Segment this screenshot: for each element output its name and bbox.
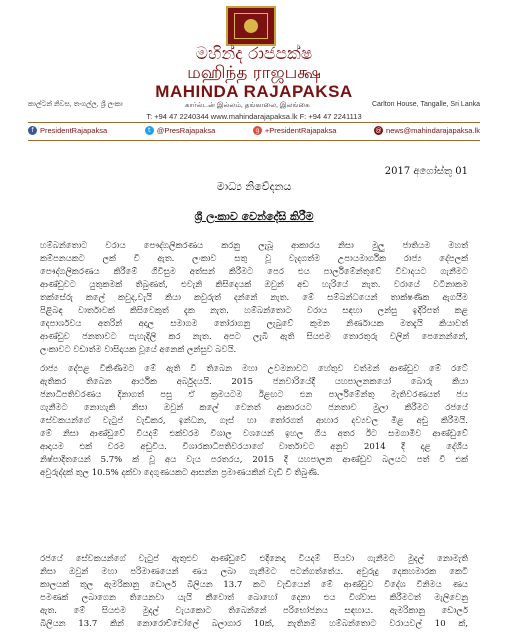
social-link-googleplus[interactable] <box>253 126 337 135</box>
paragraph-1 <box>40 240 468 357</box>
paragraph-line: සේවකයන්ගේ වැටුප් වැඩිකර, ඉන්ධන, ගෑස් හා තෝරගත් ආහාර දව්‍යවල මිළ අඩු කිරීමයි. <box>40 416 468 426</box>
social-label: +PresidentRajapaksa <box>264 126 337 135</box>
paragraph-line: පමණක් ලබාගෙන තියෙනවා යැයි කීවොත් බොහෝ දෙනා එය විශ්වාස කිරීමටත් මැලිවෙනු <box>40 593 468 603</box>
contact-line: T: +94 47 2240344 www.mahindarajapaksa.lk F: +94 47 2241113 <box>146 112 362 121</box>
paragraph-line: නිසා ඔවුන් මහා පරිමාණයෙන් ණය ලබා ගැනීමට පටන්ගත්තේය. අවුරුදු දෙකහමාරක කෙටි <box>40 567 468 577</box>
paragraph-line: ලංකාවට වඩාත්ම වාසිදායක වූයේ අනෙක් ලන්සුව බවයි. <box>40 345 237 355</box>
social-link-facebook[interactable] <box>28 126 107 135</box>
subheading-text: ශ්‍රී ලංකාව වෙන්දේසි කිරීම <box>194 210 314 223</box>
paragraph-line: රජයේ සේවකයන්ගේ වැටුප් ඇතුළුව ආණ්ඩුවේ එදිනෙදා වියදම් පියවා ගැනීමට මුදල් නොමැති <box>40 554 468 564</box>
social-label: news@mahindarajapaksa.lk <box>386 126 480 135</box>
name-english: MAHINDA RAJAPAKSA <box>155 82 353 101</box>
paragraph-line: ඇතිකර තිබෙන ආර්ථික අර්බුදයයි. 2015 ජනවාරියේදී යහපාලනකයෝ බොරු කියා <box>40 377 468 387</box>
paragraph-line: කම්පනයකට ලක් වී ඇත. ලංකාව සතු වූ වැදගත්ම උපායමාර්ගික රාජ්‍ය දේපලක් <box>40 254 468 264</box>
header-divider <box>28 122 480 123</box>
paragraph-line: පිළිබඳ වාර්තාවක් කිසිවෙකුත් දැක නැත. හම්බන්තොට වරාය සඳහා ලන්සු ඉදිරිපත් කළ <box>40 306 468 316</box>
facebook-icon: f <box>28 126 37 135</box>
social-label: PresidentRajapaksa <box>40 126 108 135</box>
paragraph-line: ආණ්ඩුව ජනතාවට පැහැදිලි කර නැත. අපට ලැබී ඇති සියළුම තොරතුරු වලින් පෙනෙන්නේ, <box>40 332 468 342</box>
googleplus-icon: g <box>253 126 262 135</box>
social-label: @PresRajapaksa <box>156 126 216 135</box>
social-link-email[interactable] <box>374 126 480 135</box>
social-link-twitter[interactable] <box>145 126 215 135</box>
paragraph-line: ආණ්ඩුවට යුතුකමක් තිබුණත්, එවැනි කිසිදෙයක් ඔවුන් අඩ හැරියේ නැත. වරායේ වටිනාකම <box>40 280 468 290</box>
paragraph-line: අවුරුද්දක් තුල 10.5% දක්වා දෙගුණයකට ආසන්න ප්‍රමාණයකින් වැඩි වී තිබුණි. <box>40 468 320 478</box>
address-english: Carlton House, Tangalle, Sri Lanka <box>371 101 480 108</box>
email-icon: @ <box>375 127 382 134</box>
paragraph-line: හම්බන්තොට වරාය පෞද්ගලිකරණය කරනු ලැබූ ආකාරය නිසා මුලු ජාතියම මහත් <box>40 241 468 251</box>
name-tamil: மஹிந்த ராஜபக்ஷ <box>187 63 321 83</box>
paragraph-line: දෙපාර්ශවය අතරින් අදාල සමාගම තෝරාගනු ලැබුවේ කුමන නිර්ණායක මතදැයි කියාවත් <box>40 319 468 329</box>
document-heading: මාධ්‍ය නිවේදනය <box>216 180 292 193</box>
name-sinhala: මහින්ද රාජපක්ෂ <box>195 44 313 64</box>
address-sinhala: කාල්ටන් නිවස, තංගල්ල, ශ්‍රී ලංකා <box>28 101 123 108</box>
party-logo <box>226 6 276 46</box>
paragraph-line: ඇත. මේ සියළුම මුදල් වැයකොට තිබෙන්නේ පරිභෝජනය සඳහාය. ඇමරිකානු ඩොලර් <box>40 606 468 616</box>
paragraph-line: මේ නිසා ආණ්ඩුවේ වියදම් එක්වරම විශාල වශයෙන් ඉහල ගිය අතර ඊට සමගාමීව ආණ්ඩුවේ <box>40 429 468 439</box>
paragraph-line: ආදායම එක් වරම අඩුවිය. විශාරකාධිපතිවරයාගේ වාර්තාවට අනුව 2014 දී දළ දේශීය <box>40 442 468 452</box>
twitter-icon: t <box>145 126 154 135</box>
paragraph-line: ජනාධිපතිවරණය දිනාගත් පසු ඒ ක්‍රමයටම ඊළඟට එන පාර්ලිමේන්තු මැතිවරණයත් ජය <box>40 390 468 400</box>
paragraph-line: බිලියන 13.7 කින් නොරොච්චෝලේ බලාගාර 10ක්, නැතිනම් හම්බන්තොට වරායවල් 10 ක්, <box>40 619 468 629</box>
social-divider <box>28 140 480 141</box>
paragraph-3 <box>40 553 468 631</box>
document-subheading <box>0 210 508 224</box>
paragraph-line: පෞද්ගලිකරණය කිරීමේ ගිවිසුම අත්සන් කිරීමට පෙර එය පාර්ලිමේන්තුවේ විවාදයට ගැනීමට <box>40 267 468 277</box>
paragraph-line: නිෂ්පාදිතයෙන් 5.7% ක් වූ අය වැය පරතරය, 2015 දී යහපාලන ආණ්ඩුව බලයට පත් වී එක් <box>40 455 468 465</box>
paragraph-line: රාජ්‍ය දේපළ විකිණීමට මේ ඇති වී තිබෙන මහා උවමනාවට හේතුව වත්මන් ආණ්ඩුව මේ රටේ <box>40 364 468 374</box>
document-date: 2017 අගෝස්තු 01 <box>384 166 468 177</box>
address-line <box>28 101 480 110</box>
paragraph-line: ගැනීමට නොහැකි නිසා ඔවුන් කලේ වෙනත් ආකාරයට ජනතාව මුලා කිරීමට රජයේ <box>40 403 468 413</box>
address-tamil: கார்ல்டன் இல்லம், தங்காலை, இலங்கை <box>184 102 310 109</box>
social-links <box>28 126 480 135</box>
paragraph-line: තක්සේරු කලේ කවුද,වැයි කියා කවුරුත් දන්නේ නැත. මේ සම්බන්ධයෙන් තාක්ෂණික ඇගයීම <box>40 293 468 303</box>
paragraph-2 <box>40 363 468 480</box>
paragraph-line: කාලයක් තුල ඇමරිකානු ඩොලර් බිලියන 13.7 කට වැඩියෙන් මේ ආණ්ඩුව විදේශ විනිමය ණය <box>40 580 468 590</box>
